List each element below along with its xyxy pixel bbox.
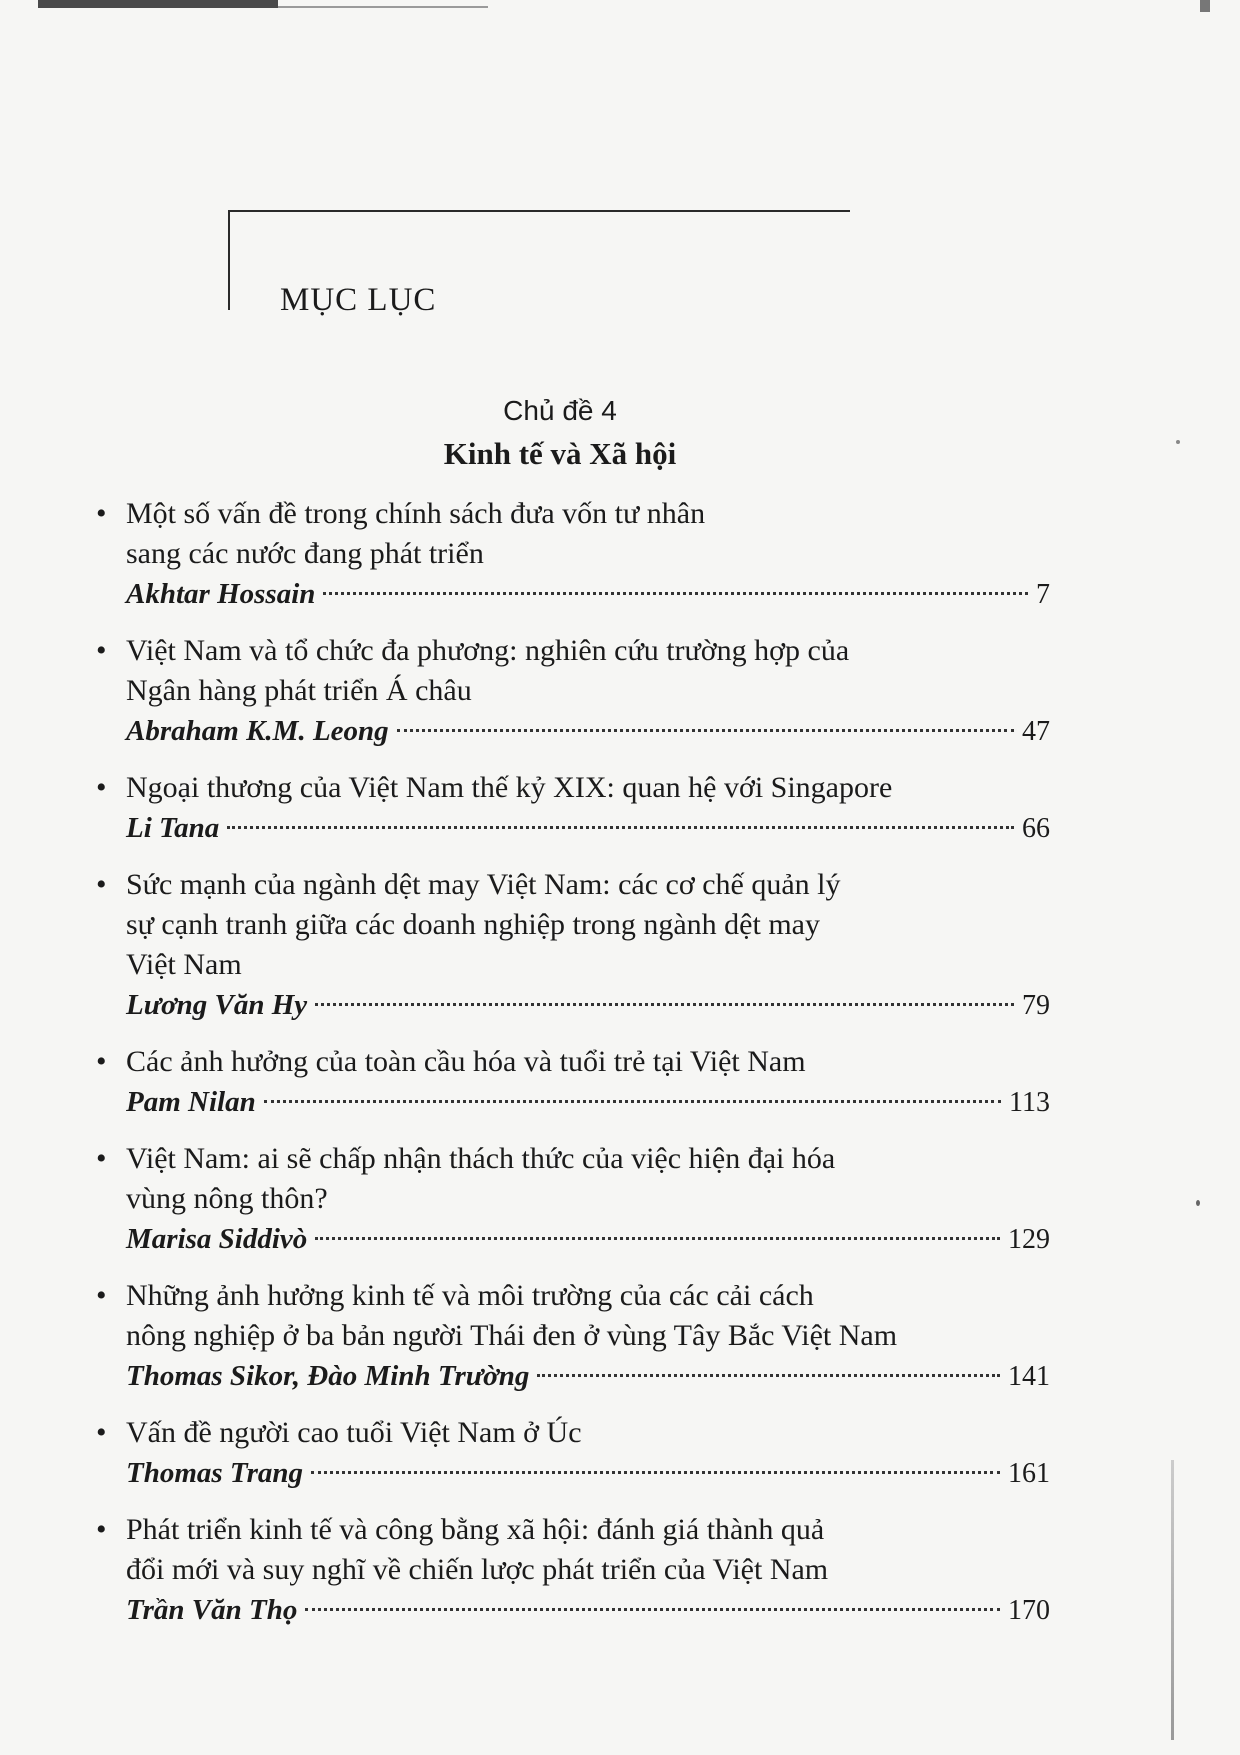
table-of-contents [90, 494, 1050, 1647]
bullet-icon: • [96, 1045, 107, 1078]
heading-frame-top [228, 210, 850, 212]
entry-title-line: đổi mới và suy nghĩ về chiến lược phát triển của Việt Nam [126, 1553, 829, 1586]
author-line [126, 1590, 1050, 1631]
entry-author: Thomas Trang [126, 1457, 303, 1489]
page-number: 170 [1008, 1595, 1050, 1626]
entry-title-line: nông nghiệp ở ba bản người Thái đen ở vùng Tây Bắc Việt Nam [126, 1319, 898, 1352]
bullet-icon: • [96, 1513, 107, 1546]
entry-title-line: Ngân hàng phát triển Á châu [126, 674, 472, 707]
scan-edge-mark [38, 0, 278, 8]
entry-author: Li Tana [126, 812, 220, 844]
page-number: 47 [1022, 716, 1050, 747]
page-number: 141 [1008, 1361, 1050, 1392]
dot-leader [227, 826, 1014, 829]
page-number: 79 [1022, 990, 1050, 1021]
dot-leader [397, 729, 1014, 732]
scan-corner-mark [1200, 0, 1210, 12]
toc-entry [90, 1413, 1050, 1494]
bullet-icon: • [96, 868, 107, 901]
entry-author: Akhtar Hossain [126, 578, 316, 610]
toc-entry [90, 768, 1050, 849]
page-edge-shadow [1171, 1460, 1174, 1740]
dot-leader [311, 1471, 1000, 1474]
entry-title-line: Việt Nam: ai sẽ chấp nhận thách thức của việc hiện đại hóa [126, 1142, 836, 1175]
entry-author: Pam Nilan [126, 1086, 256, 1118]
entry-title-line: Vấn đề người cao tuổi Việt Nam ở Úc [126, 1416, 582, 1449]
bullet-icon: • [96, 771, 107, 804]
toc-entry [90, 1042, 1050, 1123]
page-number: 161 [1008, 1458, 1050, 1489]
dot-leader [264, 1100, 1001, 1103]
bullet-icon: • [96, 634, 107, 667]
scan-speck [1196, 1200, 1200, 1206]
bullet-icon: • [96, 1416, 107, 1449]
author-line [126, 1082, 1050, 1123]
page-number: 113 [1009, 1087, 1050, 1118]
entry-author: Marisa Siddivò [126, 1223, 308, 1255]
heading-frame-left [228, 210, 230, 310]
entry-title-line: Những ảnh hưởng kinh tế và môi trường của các cải cách [126, 1279, 814, 1312]
entry-title-line: Một số vấn đề trong chính sách đưa vốn tư nhân [126, 497, 706, 530]
toc-entry [90, 1276, 1050, 1397]
section-label: Chủ đề 4 [503, 395, 617, 426]
entry-author: Trần Văn Thọ [126, 1594, 298, 1626]
toc-entry [90, 865, 1050, 1026]
page-number: 66 [1022, 813, 1050, 844]
entry-author: Thomas Sikor, Đào Minh Trường [126, 1360, 530, 1392]
author-line [126, 1453, 1050, 1494]
dot-leader [305, 1608, 1000, 1611]
bullet-icon: • [96, 1142, 107, 1175]
author-line [126, 711, 1050, 752]
author-line [126, 574, 1050, 615]
toc-entry [90, 631, 1050, 752]
section-title: Kinh tế và Xã hội [443, 436, 677, 471]
entry-title-line: Việt Nam [126, 948, 242, 981]
entry-author: Lương Văn Hy [126, 989, 308, 1021]
entry-title-line: Việt Nam và tổ chức đa phương: nghiên cứu trường hợp của [126, 634, 850, 667]
entry-title-line: Các ảnh hưởng của toàn cầu hóa và tuổi trẻ tại Việt Nam [126, 1045, 806, 1078]
entry-title-line: Ngoại thương của Việt Nam thế kỷ XIX: quan hệ với Singapore [126, 771, 893, 804]
entry-author: Abraham K.M. Leong [126, 715, 389, 747]
dot-leader [315, 1003, 1014, 1006]
author-line [126, 808, 1050, 849]
dot-leader [537, 1374, 1000, 1377]
author-line [126, 1356, 1050, 1397]
scan-edge-line [278, 6, 488, 8]
dot-leader [323, 592, 1028, 595]
entry-title-line: sang các nước đang phát triển [126, 537, 484, 570]
entry-title-line: vùng nông thôn? [126, 1182, 328, 1215]
page-number: 7 [1036, 579, 1050, 610]
bullet-icon: • [96, 1279, 107, 1312]
scan-speck [1176, 440, 1180, 444]
page-title: MỤC LỤC [280, 282, 437, 318]
toc-entry [90, 1139, 1050, 1260]
entry-title-line: Sức mạnh của ngành dệt may Việt Nam: các cơ chế quản lý [126, 868, 841, 901]
bullet-icon: • [96, 497, 107, 530]
entry-title-line: Phát triển kinh tế và công bằng xã hội: đánh giá thành quả [126, 1513, 825, 1546]
toc-entry [90, 1510, 1050, 1631]
dot-leader [315, 1237, 1000, 1240]
author-line [126, 1219, 1050, 1260]
entry-title-line: sự cạnh tranh giữa các doanh nghiệp trong ngành dệt may [126, 908, 820, 941]
toc-entry [90, 494, 1050, 615]
author-line [126, 985, 1050, 1026]
page-number: 129 [1008, 1224, 1050, 1255]
